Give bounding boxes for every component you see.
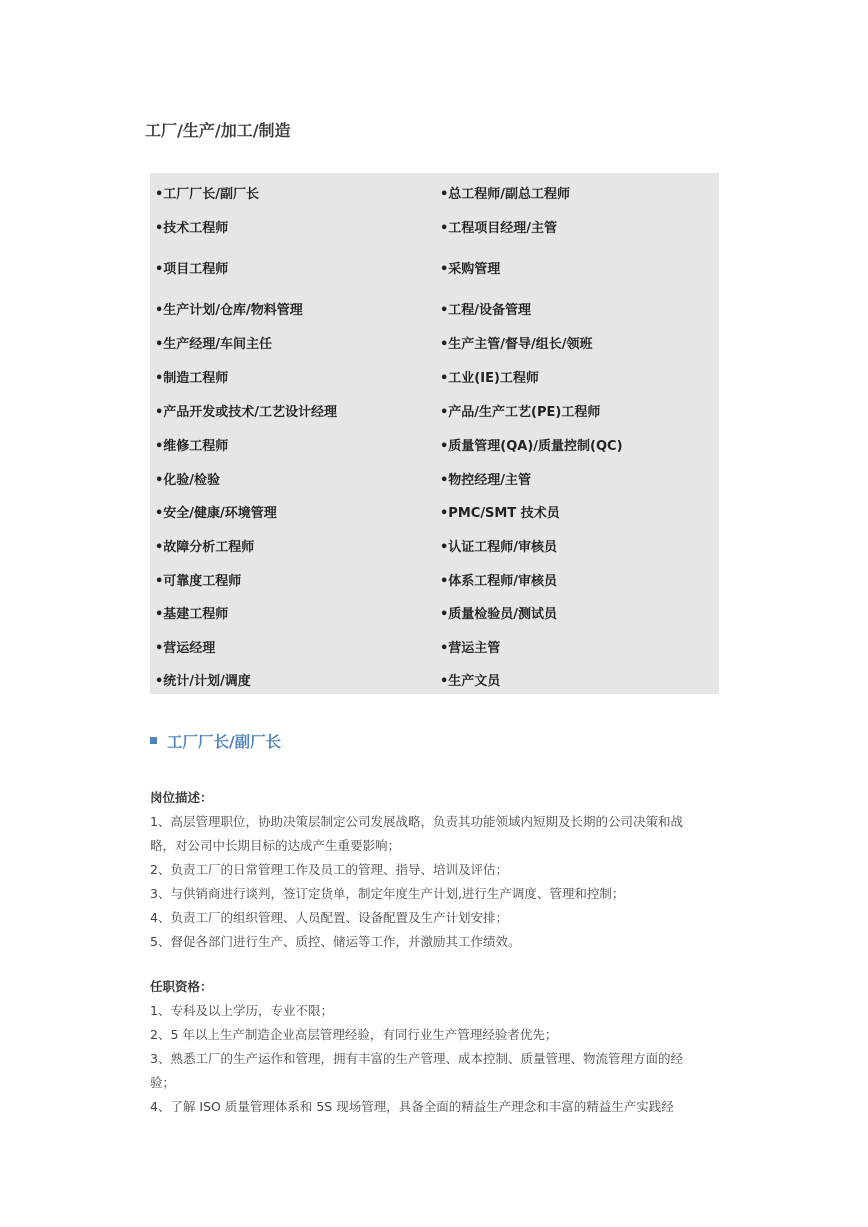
- job-category-item: •维修工程师: [155, 439, 229, 454]
- description-line: 1、高层管理职位，协助决策层制定公司发展战略，负责其功能领域内短期及长期的公司决策和战: [150, 814, 683, 829]
- job-category-item: •总工程师/副总工程师: [440, 187, 571, 202]
- job-category-item: •工厂厂长/副厂长: [155, 187, 260, 202]
- job-category-item: •PMC/SMT 技术员: [440, 506, 560, 521]
- job-category-item: •工程/设备管理: [440, 303, 532, 318]
- job-category-item: •质量检验员/测试员: [440, 607, 558, 622]
- square-bullet-icon: [150, 737, 157, 744]
- requirement-line: 验；: [150, 1075, 176, 1090]
- job-category-grid: [150, 173, 719, 694]
- job-category-item: •物控经理/主管: [440, 473, 532, 488]
- section-heading: [150, 730, 281, 752]
- job-category-item: •项目工程师: [155, 262, 229, 277]
- job-category-item: •质量管理(QA)/质量控制(QC): [440, 439, 623, 454]
- description-line: 略，对公司中长期目标的达成产生重要影响；: [150, 838, 401, 853]
- description-line: 4、负责工厂的组织管理、人员配置、设备配置及生产计划安排；: [150, 910, 508, 925]
- job-category-item: •生产计划/仓库/物料管理: [155, 303, 303, 318]
- job-category-item: •制造工程师: [155, 371, 229, 386]
- description-line: 5、督促各部门进行生产、质控、储运等工作，并激励其工作绩效。: [150, 934, 521, 949]
- job-category-item: •工程项目经理/主管: [440, 221, 558, 236]
- job-category-item: •认证工程师/审核员: [440, 540, 558, 555]
- requirement-line: 4、了解 ISO 质量管理体系和 5S 现场管理，具备全面的精益生产理念和丰富的精益生产实践经: [150, 1099, 674, 1114]
- section-heading-text: 工厂厂长/副厂长: [167, 733, 282, 751]
- job-category-item: •营运经理: [155, 641, 216, 656]
- requirement-line: 1、专科及以上学历，专业不限；: [150, 1003, 333, 1018]
- job-category-item: •基建工程师: [155, 607, 229, 622]
- page-title: 工厂/生产/加工/制造: [145, 121, 291, 140]
- job-category-item: •化验/检验: [155, 473, 221, 488]
- job-description-label: 岗位描述：: [150, 790, 213, 805]
- job-category-item: •工业(IE)工程师: [440, 371, 539, 386]
- job-category-item: •产品开发或技术/工艺设计经理: [155, 405, 338, 420]
- job-category-item: •营运主管: [440, 641, 501, 656]
- job-category-item: •统计/计划/调度: [155, 674, 251, 689]
- job-category-item: •采购管理: [440, 262, 501, 277]
- job-category-item: •体系工程师/审核员: [440, 574, 558, 589]
- job-category-item: •可靠度工程师: [155, 574, 242, 589]
- requirement-line: 3、熟悉工厂的生产运作和管理，拥有丰富的生产管理、成本控制、质量管理、物流管理方面的经: [150, 1051, 683, 1066]
- job-requirements-label: 任职资格：: [150, 979, 213, 994]
- job-category-item: •生产经理/车间主任: [155, 337, 273, 352]
- job-category-item: •故障分析工程师: [155, 540, 255, 555]
- job-category-item: •生产主管/督导/组长/领班: [440, 337, 593, 352]
- job-category-item: •技术工程师: [155, 221, 229, 236]
- job-category-item: •产品/生产工艺(PE)工程师: [440, 405, 601, 420]
- description-line: 3、与供销商进行谈判，签订定货单，制定年度生产计划,进行生产调度、管理和控制；: [150, 886, 625, 901]
- requirement-line: 2、5 年以上生产制造企业高层管理经验，有同行业生产管理经验者优先；: [150, 1027, 558, 1042]
- job-category-item: •安全/健康/环境管理: [155, 506, 277, 521]
- job-category-item: •生产文员: [440, 674, 501, 689]
- description-line: 2、负责工厂的日常管理工作及员工的管理、指导、培训及评估；: [150, 862, 508, 877]
